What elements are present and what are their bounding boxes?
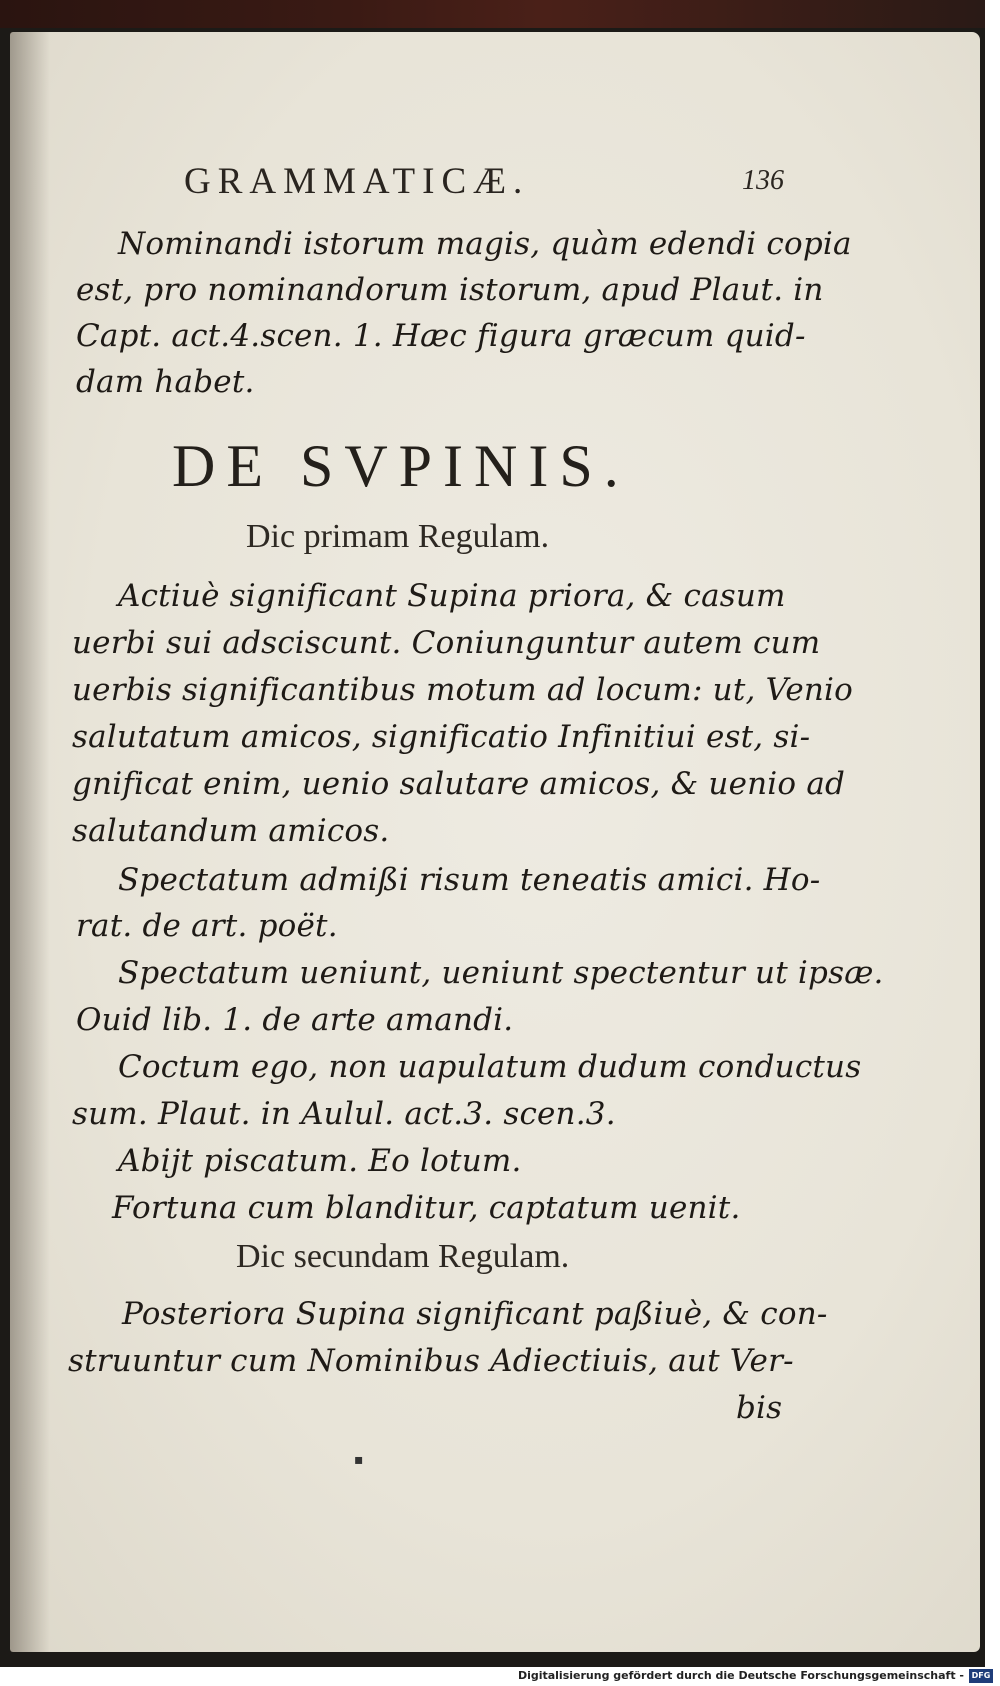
text-line: Spectatum admißi risum teneatis amici. Ho- xyxy=(118,862,821,898)
page-number: 136 xyxy=(742,165,784,196)
footer-credit: Digitalisierung gefördert durch die Deutsche Forschungsgemeinschaft - xyxy=(517,1669,964,1682)
text-line: dam habet. xyxy=(76,364,255,400)
text-line: Nominandi istorum magis, quàm edendi copia xyxy=(118,226,852,262)
text-line: salutandum amicos. xyxy=(72,813,390,849)
text-line: est, pro nominandorum istorum, apud Plaut. in xyxy=(76,272,824,308)
text-line: Abijt piscatum. Eo lotum. xyxy=(118,1143,522,1179)
subheading-rule-two: Dic secundam Regulam. xyxy=(236,1238,570,1275)
text-line: rat. de art. poët. xyxy=(76,908,338,944)
running-head: GRAMMATICÆ. xyxy=(184,161,530,202)
gutter-shadow xyxy=(10,32,50,1652)
section-heading: DE SVPINIS. xyxy=(172,433,630,499)
text-line: uerbis significantibus motum ad locum: ut, Venio xyxy=(72,672,854,708)
book-edge xyxy=(0,0,985,28)
text-line: Ouid lib. 1. de arte amandi. xyxy=(76,1002,514,1038)
text-line: gnificat enim, uenio salutare amicos, & uenio ad xyxy=(72,766,846,802)
catchword: bis xyxy=(736,1390,783,1426)
text-line: Posteriora Supina significant paßiuè, & con- xyxy=(122,1296,828,1332)
text-line: Fortuna cum blanditur, captatum uenit. xyxy=(112,1190,741,1226)
subheading-rule-one: Dic primam Regulam. xyxy=(246,518,550,555)
dfg-logo: DFG xyxy=(969,1669,993,1683)
text-line: uerbi sui adsciscunt. Coniunguntur autem cum xyxy=(72,625,821,661)
text-line: Capt. act.4.scen. 1. Hæc figura græcum quid- xyxy=(76,318,806,354)
ink-speck: ▪ xyxy=(354,1452,364,1468)
text-line: Actiuè significant Supina priora, & casum xyxy=(118,578,786,614)
text-line: sum. Plaut. in Aulul. act.3. scen.3. xyxy=(72,1096,616,1132)
text-line: Coctum ego, non uapulatum dudum conductus xyxy=(118,1049,862,1085)
text-line: struuntur cum Nominibus Adiectiuis, aut Ver- xyxy=(68,1343,794,1379)
text-line: salutatum amicos, significatio Infinitiui est, si- xyxy=(72,719,811,755)
text-line: Spectatum ueniunt, ueniunt spectentur ut ipsæ. xyxy=(118,955,884,991)
